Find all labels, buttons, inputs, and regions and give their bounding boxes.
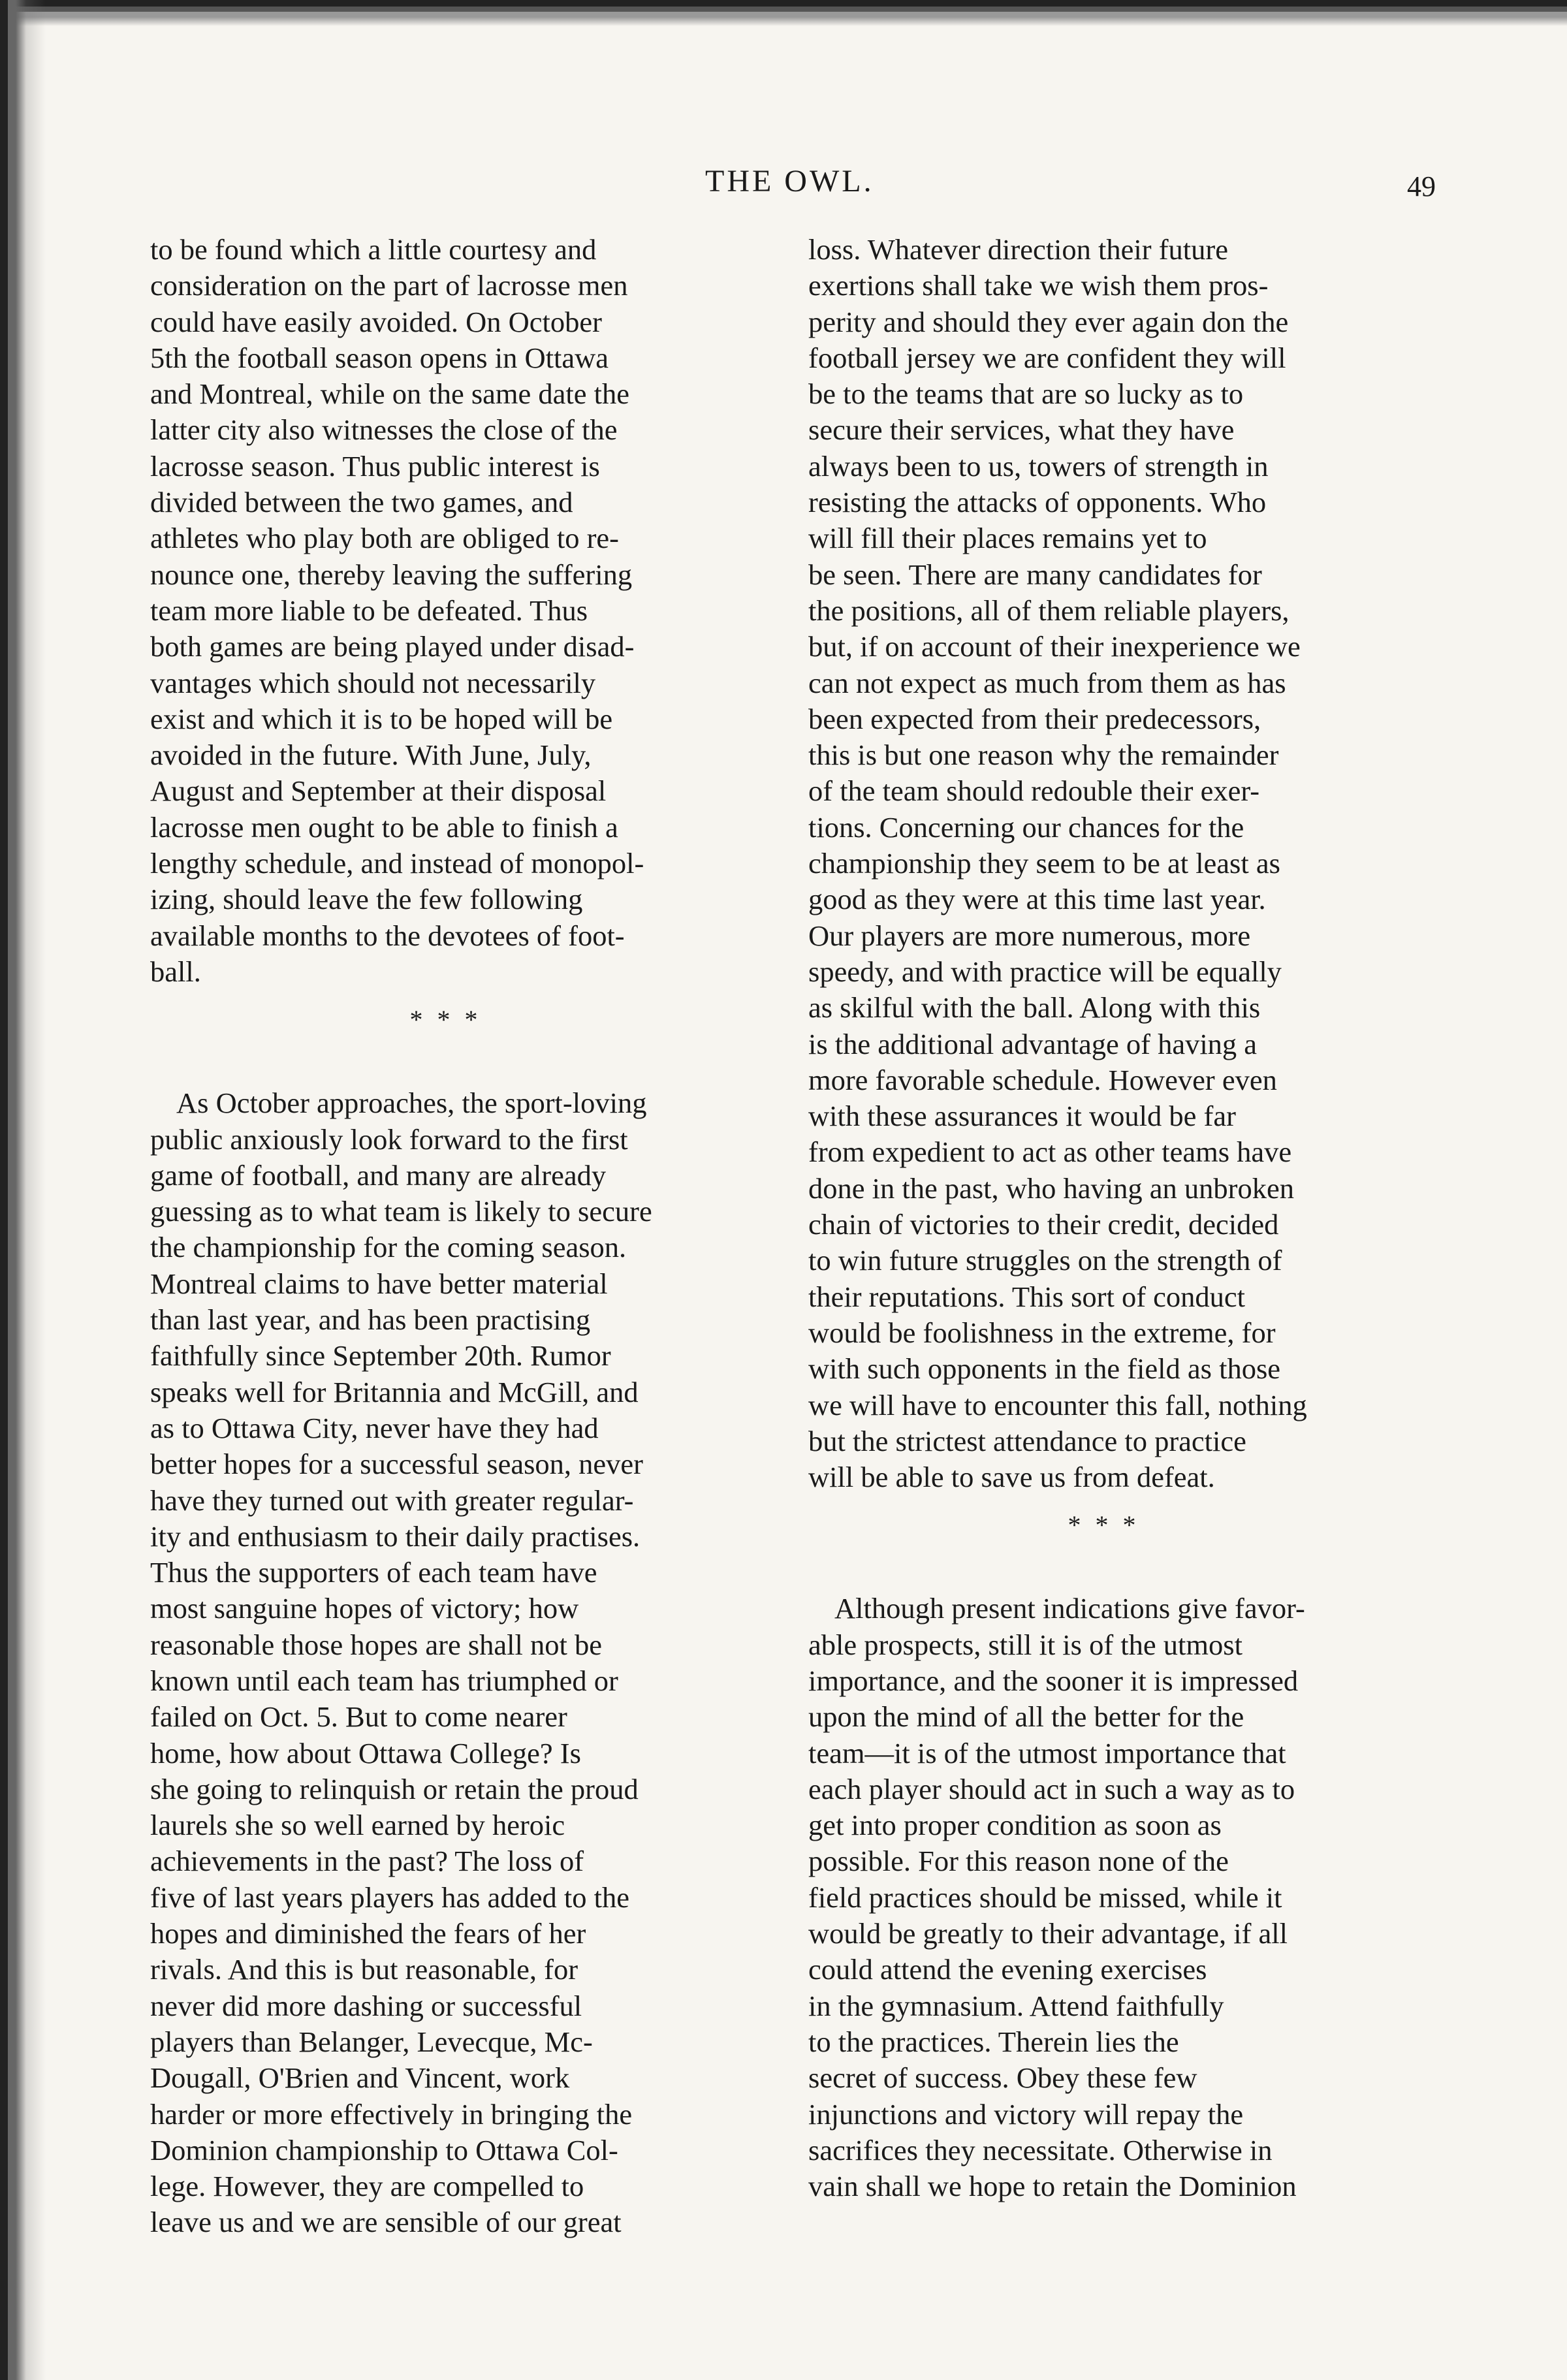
text-line: rivals. And this is but reasonable, for <box>150 1953 578 1986</box>
text-line: lacrosse season. Thus public interest is <box>150 449 600 483</box>
text-line: home, how about Ottawa College? Is <box>150 1736 581 1769</box>
text-line: can not expect as much from them as has <box>808 666 1286 699</box>
text-line: field practices should be missed, while it <box>808 1880 1282 1914</box>
text-line: speaks well for Britannia and McGill, and <box>150 1375 639 1408</box>
text-line: be to the teams that are so lucky as to <box>808 377 1244 411</box>
text-line: hopes and diminished the fears of her <box>150 1917 586 1950</box>
text-line: ity and enthusiasm to their daily practises. <box>150 1519 641 1553</box>
text-line: available months to the devotees of foot- <box>150 919 625 952</box>
text-line: resisting the attacks of opponents. Who <box>808 486 1267 519</box>
text-line: As October approaches, the sport-loving <box>176 1087 647 1120</box>
text-line: August and September at their disposal <box>150 774 607 808</box>
text-line: sacrifices they necessitate. Otherwise in <box>808 2133 1273 2166</box>
text-line: chain of victories to their credit, decided <box>808 1208 1279 1241</box>
paragraph-team-prospects <box>808 232 1399 1495</box>
text-line: will be able to save us from defeat. <box>808 1461 1215 1494</box>
text-line: championship they seem to be at least as <box>808 847 1280 880</box>
text-line: more favorable schedule. However even <box>808 1063 1277 1096</box>
text-line: their reputations. This sort of conduct <box>808 1280 1246 1313</box>
text-line: vain shall we hope to retain the Dominion <box>808 2170 1297 2203</box>
text-line: team more liable to be defeated. Thus <box>150 594 588 627</box>
text-line: Dominion championship to Ottawa Col- <box>150 2133 618 2166</box>
text-line: izing, should leave the few following <box>150 883 583 916</box>
text-line: but, if on account of their inexperience we <box>808 630 1301 663</box>
section-ornament: * * * <box>409 1005 482 1035</box>
text-line: ball. <box>150 955 201 988</box>
text-line: with these assurances it would be far <box>808 1100 1236 1133</box>
text-line: get into proper condition as soon as <box>808 1809 1222 1842</box>
text-line: football jersey we are confident they will <box>808 341 1286 374</box>
text-line: lacrosse men ought to be able to finish a <box>150 810 618 844</box>
text-line: tions. Concerning our chances for the <box>808 810 1244 844</box>
text-line: done in the past, who having an unbroken <box>808 1171 1294 1205</box>
text-line: from expedient to act as other teams have <box>808 1135 1292 1169</box>
text-line: players than Belanger, Levecque, Mc- <box>150 2025 593 2058</box>
paragraph-practice-advice <box>808 1591 1399 2204</box>
text-line: both games are being played under disad- <box>150 630 635 663</box>
text-line: to be found which a little courtesy and <box>150 233 597 266</box>
text-line: have they turned out with greater regular- <box>150 1484 634 1517</box>
text-line: divided between the two games, and <box>150 486 573 519</box>
text-line: injunctions and victory will repay the <box>808 2097 1244 2131</box>
text-line: but the strictest attendance to practice <box>808 1424 1246 1457</box>
text-line: better hopes for a successful season, never <box>150 1448 643 1481</box>
text-line: Montreal claims to have better material <box>150 1267 608 1300</box>
text-line: always been to us, towers of strength in <box>808 449 1269 483</box>
text-line: we will have to encounter this fall, nothing <box>808 1388 1307 1421</box>
text-line: importance, and the sooner it is impressed <box>808 1664 1299 1697</box>
text-line: consideration on the part of lacrosse men <box>150 269 628 302</box>
text-line: than last year, and has been practising <box>150 1303 591 1337</box>
text-line: able prospects, still it is of the utmost <box>808 1628 1243 1661</box>
text-line: perity and should they ever again don the <box>808 305 1289 338</box>
text-line: known until each team has triumphed or <box>150 1664 618 1697</box>
text-line: been expected from their predecessors, <box>808 702 1261 735</box>
text-line: upon the mind of all the better for the <box>808 1700 1244 1734</box>
text-line: is the additional advantage of having a <box>808 1027 1258 1060</box>
text-line: 5th the football season opens in Ottawa <box>150 341 609 374</box>
text-line: latter city also witnesses the close of the <box>150 413 618 447</box>
text-line: would be greatly to their advantage, if all <box>808 1917 1288 1950</box>
text-line: never did more dashing or successful <box>150 1989 582 2022</box>
text-line: this is but one reason why the remainder <box>808 738 1279 772</box>
text-line: harder or more effectively in bringing the <box>150 2097 633 2131</box>
text-line: public anxiously look forward to the first <box>150 1122 628 1156</box>
text-line: with such opponents in the field as those <box>808 1352 1281 1386</box>
paragraph-football-outlook <box>150 1085 741 2241</box>
text-line: most sanguine hopes of victory; how <box>150 1592 579 1625</box>
text-line: exertions shall take we wish them pros- <box>808 269 1269 302</box>
text-line: speedy, and with practice will be equally <box>808 955 1282 988</box>
text-line: nounce one, thereby leaving the suffering <box>150 558 633 591</box>
section-ornament: * * * <box>1068 1510 1140 1540</box>
text-line: exist and which it is to be hoped will be <box>150 702 613 735</box>
text-line: guessing as to what team is likely to secure <box>150 1195 652 1228</box>
paragraph-lacrosse-schedule <box>150 232 741 990</box>
text-line: team—it is of the utmost importance that <box>808 1736 1286 1769</box>
text-line: vantages which should not necessarily <box>150 666 596 699</box>
text-line: secret of success. Obey these few <box>808 2061 1197 2095</box>
text-line: could have easily avoided. On October <box>150 305 602 338</box>
text-line: the positions, all of them reliable players, <box>808 594 1290 627</box>
text-line: to the practices. Therein lies the <box>808 2025 1179 2058</box>
text-line: be seen. There are many candidates for <box>808 558 1262 591</box>
text-line: laurels she so well earned by heroic <box>150 1809 565 1842</box>
text-line: to win future struggles on the strength of <box>808 1244 1282 1277</box>
text-line: the championship for the coming season. <box>150 1231 627 1264</box>
text-line: will fill their places remains yet to <box>808 522 1207 555</box>
text-line: in the gymnasium. Attend faithfully <box>808 1989 1224 2022</box>
text-line: each player should act in such a way as to <box>808 1772 1295 1805</box>
right-column <box>808 232 1399 2204</box>
text-line: she going to relinquish or retain the proud <box>150 1772 639 1805</box>
text-line: and Montreal, while on the same date the <box>150 377 630 411</box>
text-line: Our players are more numerous, more <box>808 919 1251 952</box>
page-number: 49 <box>1407 170 1436 202</box>
text-line: secure their services, what they have <box>808 413 1235 447</box>
text-line: faithfully since September 20th. Rumor <box>150 1339 611 1372</box>
text-line: Thus the supporters of each team have <box>150 1556 597 1589</box>
text-line: Dougall, O'Brien and Vincent, work <box>150 2061 570 2095</box>
text-line: reasonable those hopes are shall not be <box>150 1628 602 1661</box>
text-line: of the team should redouble their exer- <box>808 774 1260 808</box>
scan-top-edge <box>0 0 1567 26</box>
text-line: five of last years players has added to the <box>150 1880 629 1914</box>
text-line: loss. Whatever direction their future <box>808 233 1228 266</box>
text-line: as to Ottawa City, never have they had <box>150 1411 599 1444</box>
text-line: could attend the evening exercises <box>808 1953 1207 1986</box>
text-line: game of football, and many are already <box>150 1158 607 1192</box>
scan-binding-edge <box>0 0 46 2380</box>
text-line: achievements in the past? The loss of <box>150 1845 584 1878</box>
text-line: lege. However, they are compelled to <box>150 2170 584 2203</box>
text-line: good as they were at this time last year. <box>808 883 1266 916</box>
text-line: leave us and we are sensible of our great <box>150 2206 622 2239</box>
text-line: as skilful with the ball. Along with this <box>808 991 1261 1024</box>
text-line: lengthy schedule, and instead of monopol- <box>150 847 644 880</box>
text-line: would be foolishness in the extreme, for <box>808 1316 1276 1349</box>
text-line: avoided in the future. With June, July, <box>150 738 592 772</box>
left-column <box>150 232 741 2241</box>
text-line: possible. For this reason none of the <box>808 1845 1229 1878</box>
running-head: THE OWL. <box>705 164 874 198</box>
text-line: Although present indications give favor- <box>834 1592 1305 1625</box>
text-line: failed on Oct. 5. But to come nearer <box>150 1700 567 1734</box>
text-line: athletes who play both are obliged to re- <box>150 522 619 555</box>
